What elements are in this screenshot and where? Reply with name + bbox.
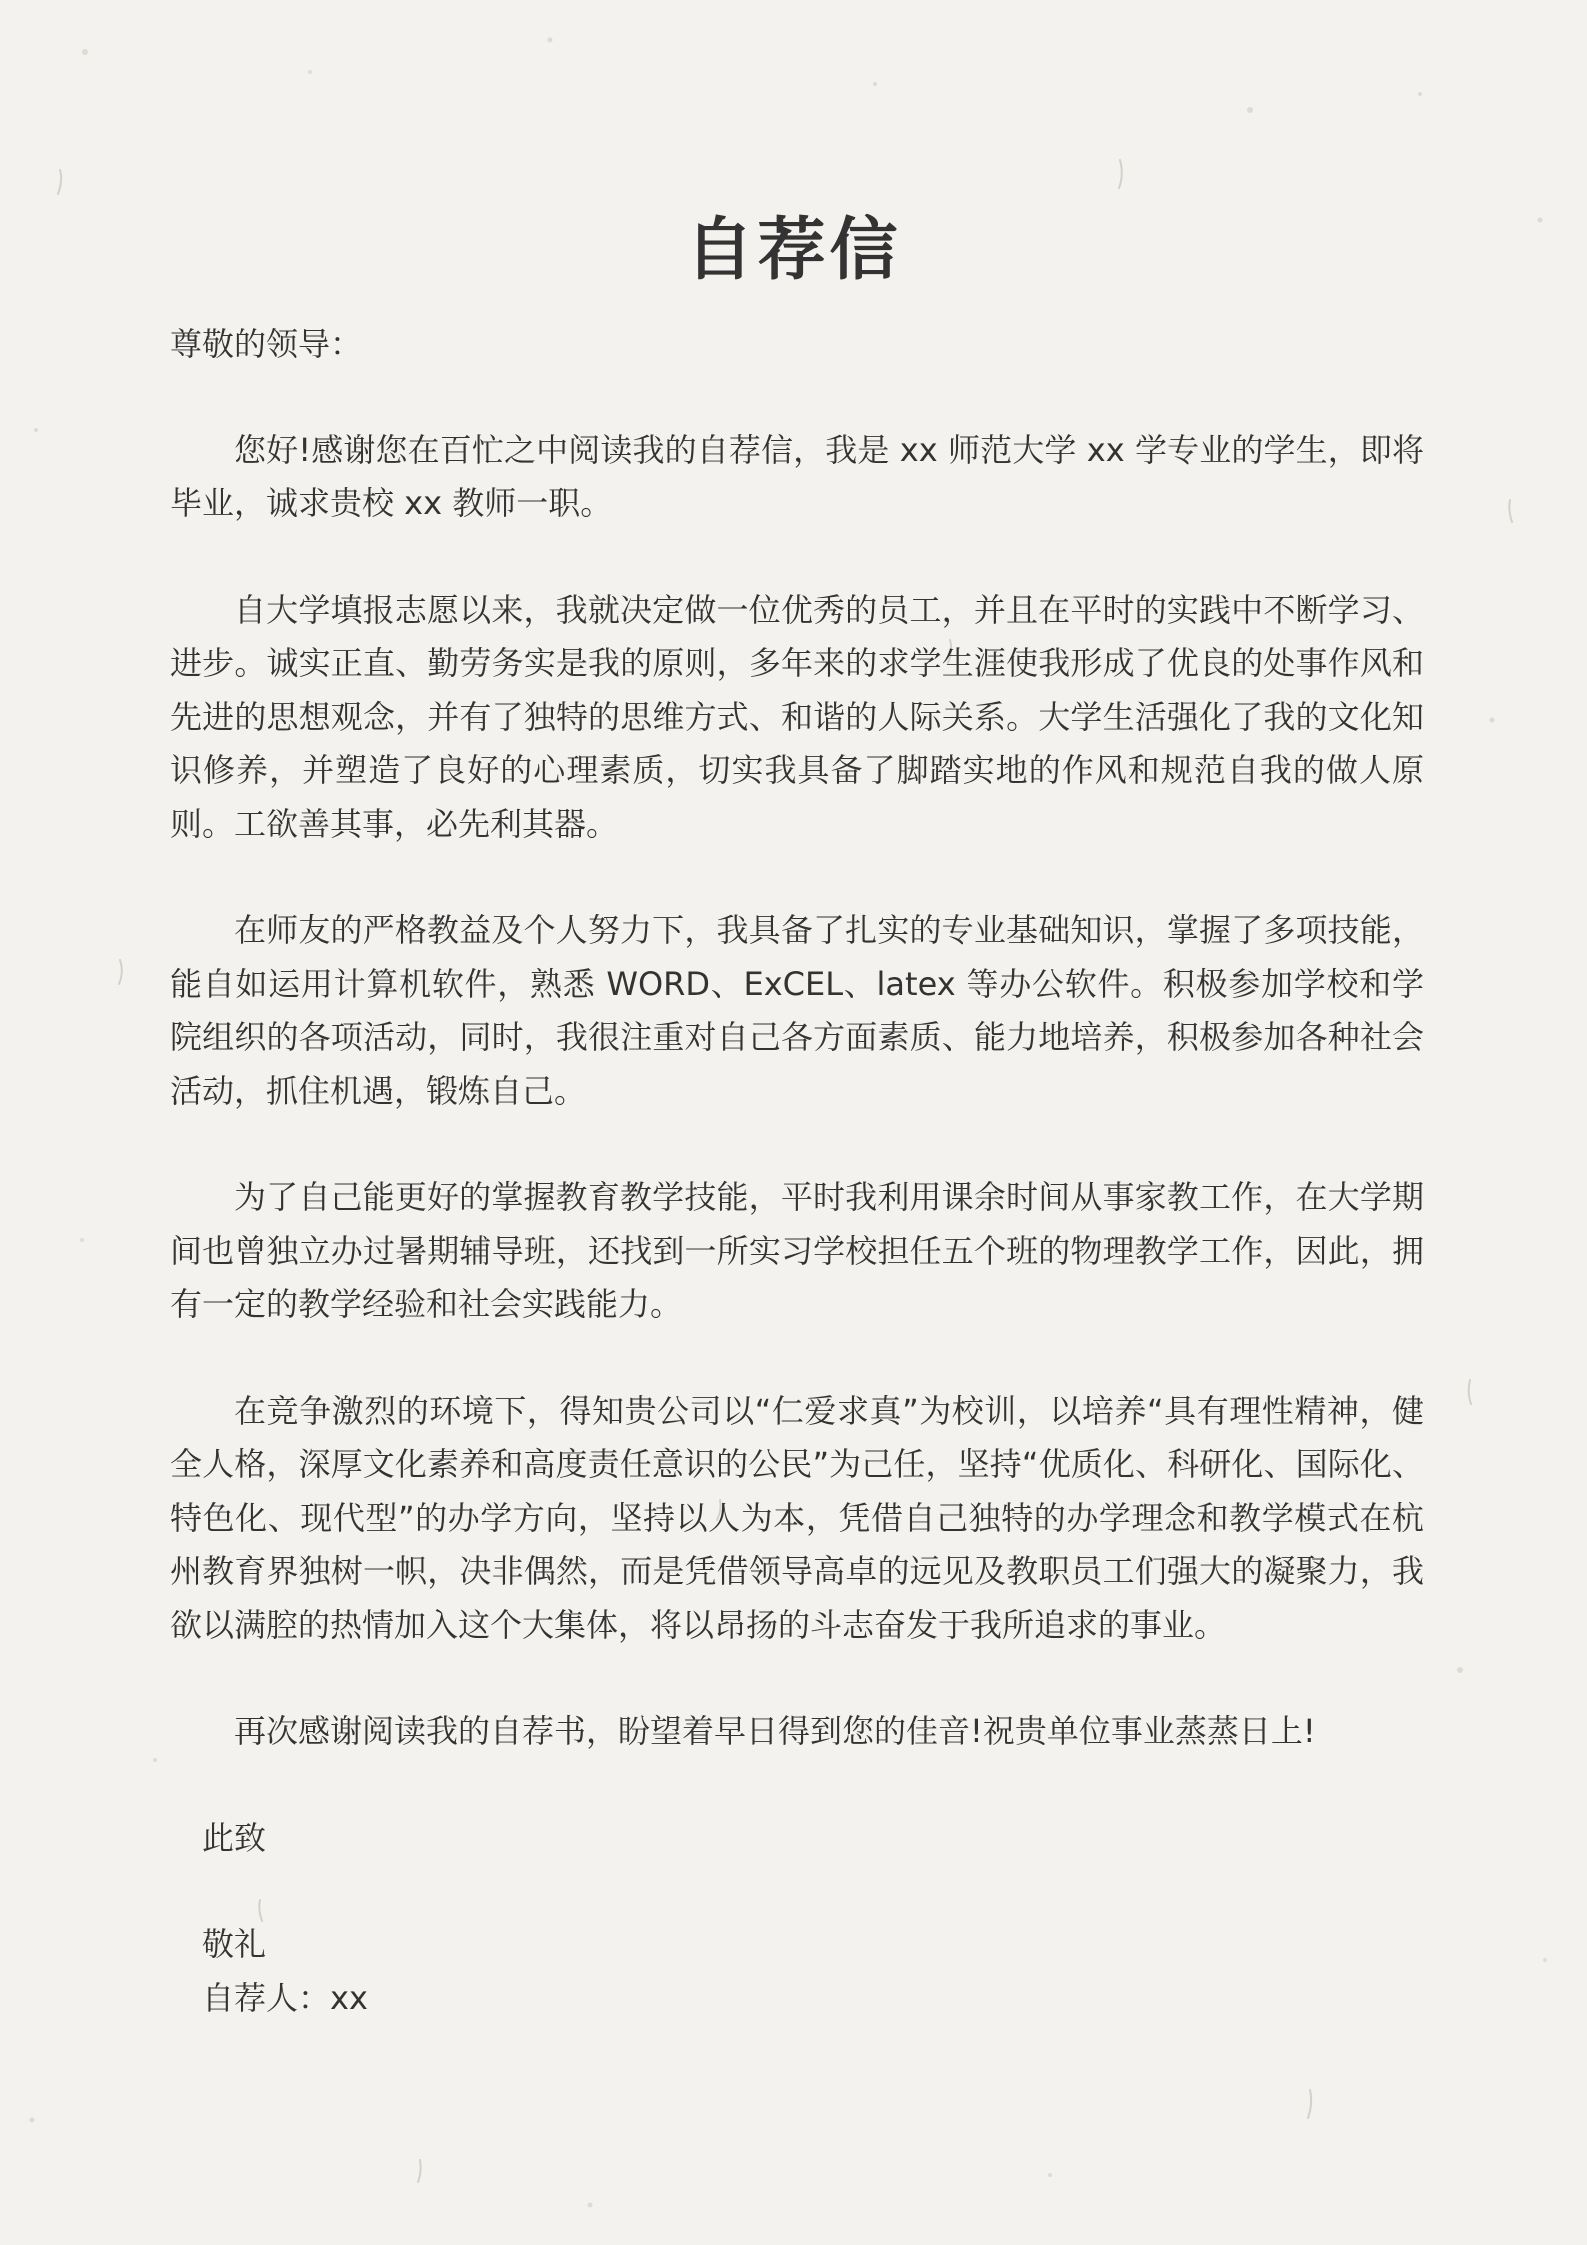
letter-title: 自荐信 (685, 210, 902, 290)
paragraph-teaching-experience: 为了自己能更好的掌握教育教学技能，平时我利用课余时间从事家教工作，在大学期间也曾独立办过暑期辅导班，还找到一所实习学校担任五个班的物理教学工作，因此，拥有一定的教学经验和社会实践能力。 (170, 1178, 1424, 1323)
paragraph-introduction: 您好!感谢您在百忙之中阅读我的自荐信，我是 xx 师范大学 xx 学专业的学生，即将毕业，诚求贵校 xx 教师一职。 (170, 430, 1424, 522)
paragraph-values: 自大学填报志愿以来，我就决定做一位优秀的员工，并且在平时的实践中不断学习、进步。诚实正直、勤劳务实是我的原则，多年来的求学生涯使我形成了优良的处事作风和先进的思想观念，并有了独特的思维方式、和谐的人际关系。大学生活强化了我的文化知识修养，并塑造了良好的心理素质，切实我具备了脚踏实地的作风和规范自我的做人原则。工欲善其事，必先利其器。 (170, 590, 1424, 843)
paragraph-school-fit: 在竞争激烈的环境下，得知贵公司以“仁爱求真”为校训，以培养“具有理性精神，健全人格，深厚文化素养和高度责任意识的公民”为己任，坚持“优质化、科研化、国际化、特色化、现代型”的办学方向，坚持以人为本，凭借自己独特的办学理念和教学模式在杭州教育界独树一帜，决非偶然，而是凭借领导高卓的远见及教职员工们强大的凝聚力，我欲以满腔的热情加入这个大集体，将以昂扬的斗志奋发于我所追求的事业。 (170, 1391, 1424, 1644)
salutation: 尊敬的领导： (170, 325, 363, 363)
paragraph-skills: 在师友的严格教益及个人努力下，我具备了扎实的专业基础知识，掌握了多项技能，能自如运用计算机软件，熟悉 WORD、ExCEL、latex 等办公软件。积极参加学校和学院组织的各项活动，同时，我很注重对自己各方面素质、能力地培养，积极参加各种社会活动，抓住机遇，锻炼自己。 (170, 911, 1424, 1110)
closing-phrase: 此致 (202, 1818, 267, 1857)
signature: 自荐人：xx (202, 1978, 368, 2017)
letter-closing (202, 1812, 1424, 2026)
regards-phrase: 敬礼 (202, 1925, 267, 1963)
paragraph-thanks: 再次感谢阅读我的自荐书，盼望着早日得到您的佳音!祝贵单位事业蒸蒸日上! (234, 1712, 1316, 1750)
letter-body (170, 318, 1424, 2025)
